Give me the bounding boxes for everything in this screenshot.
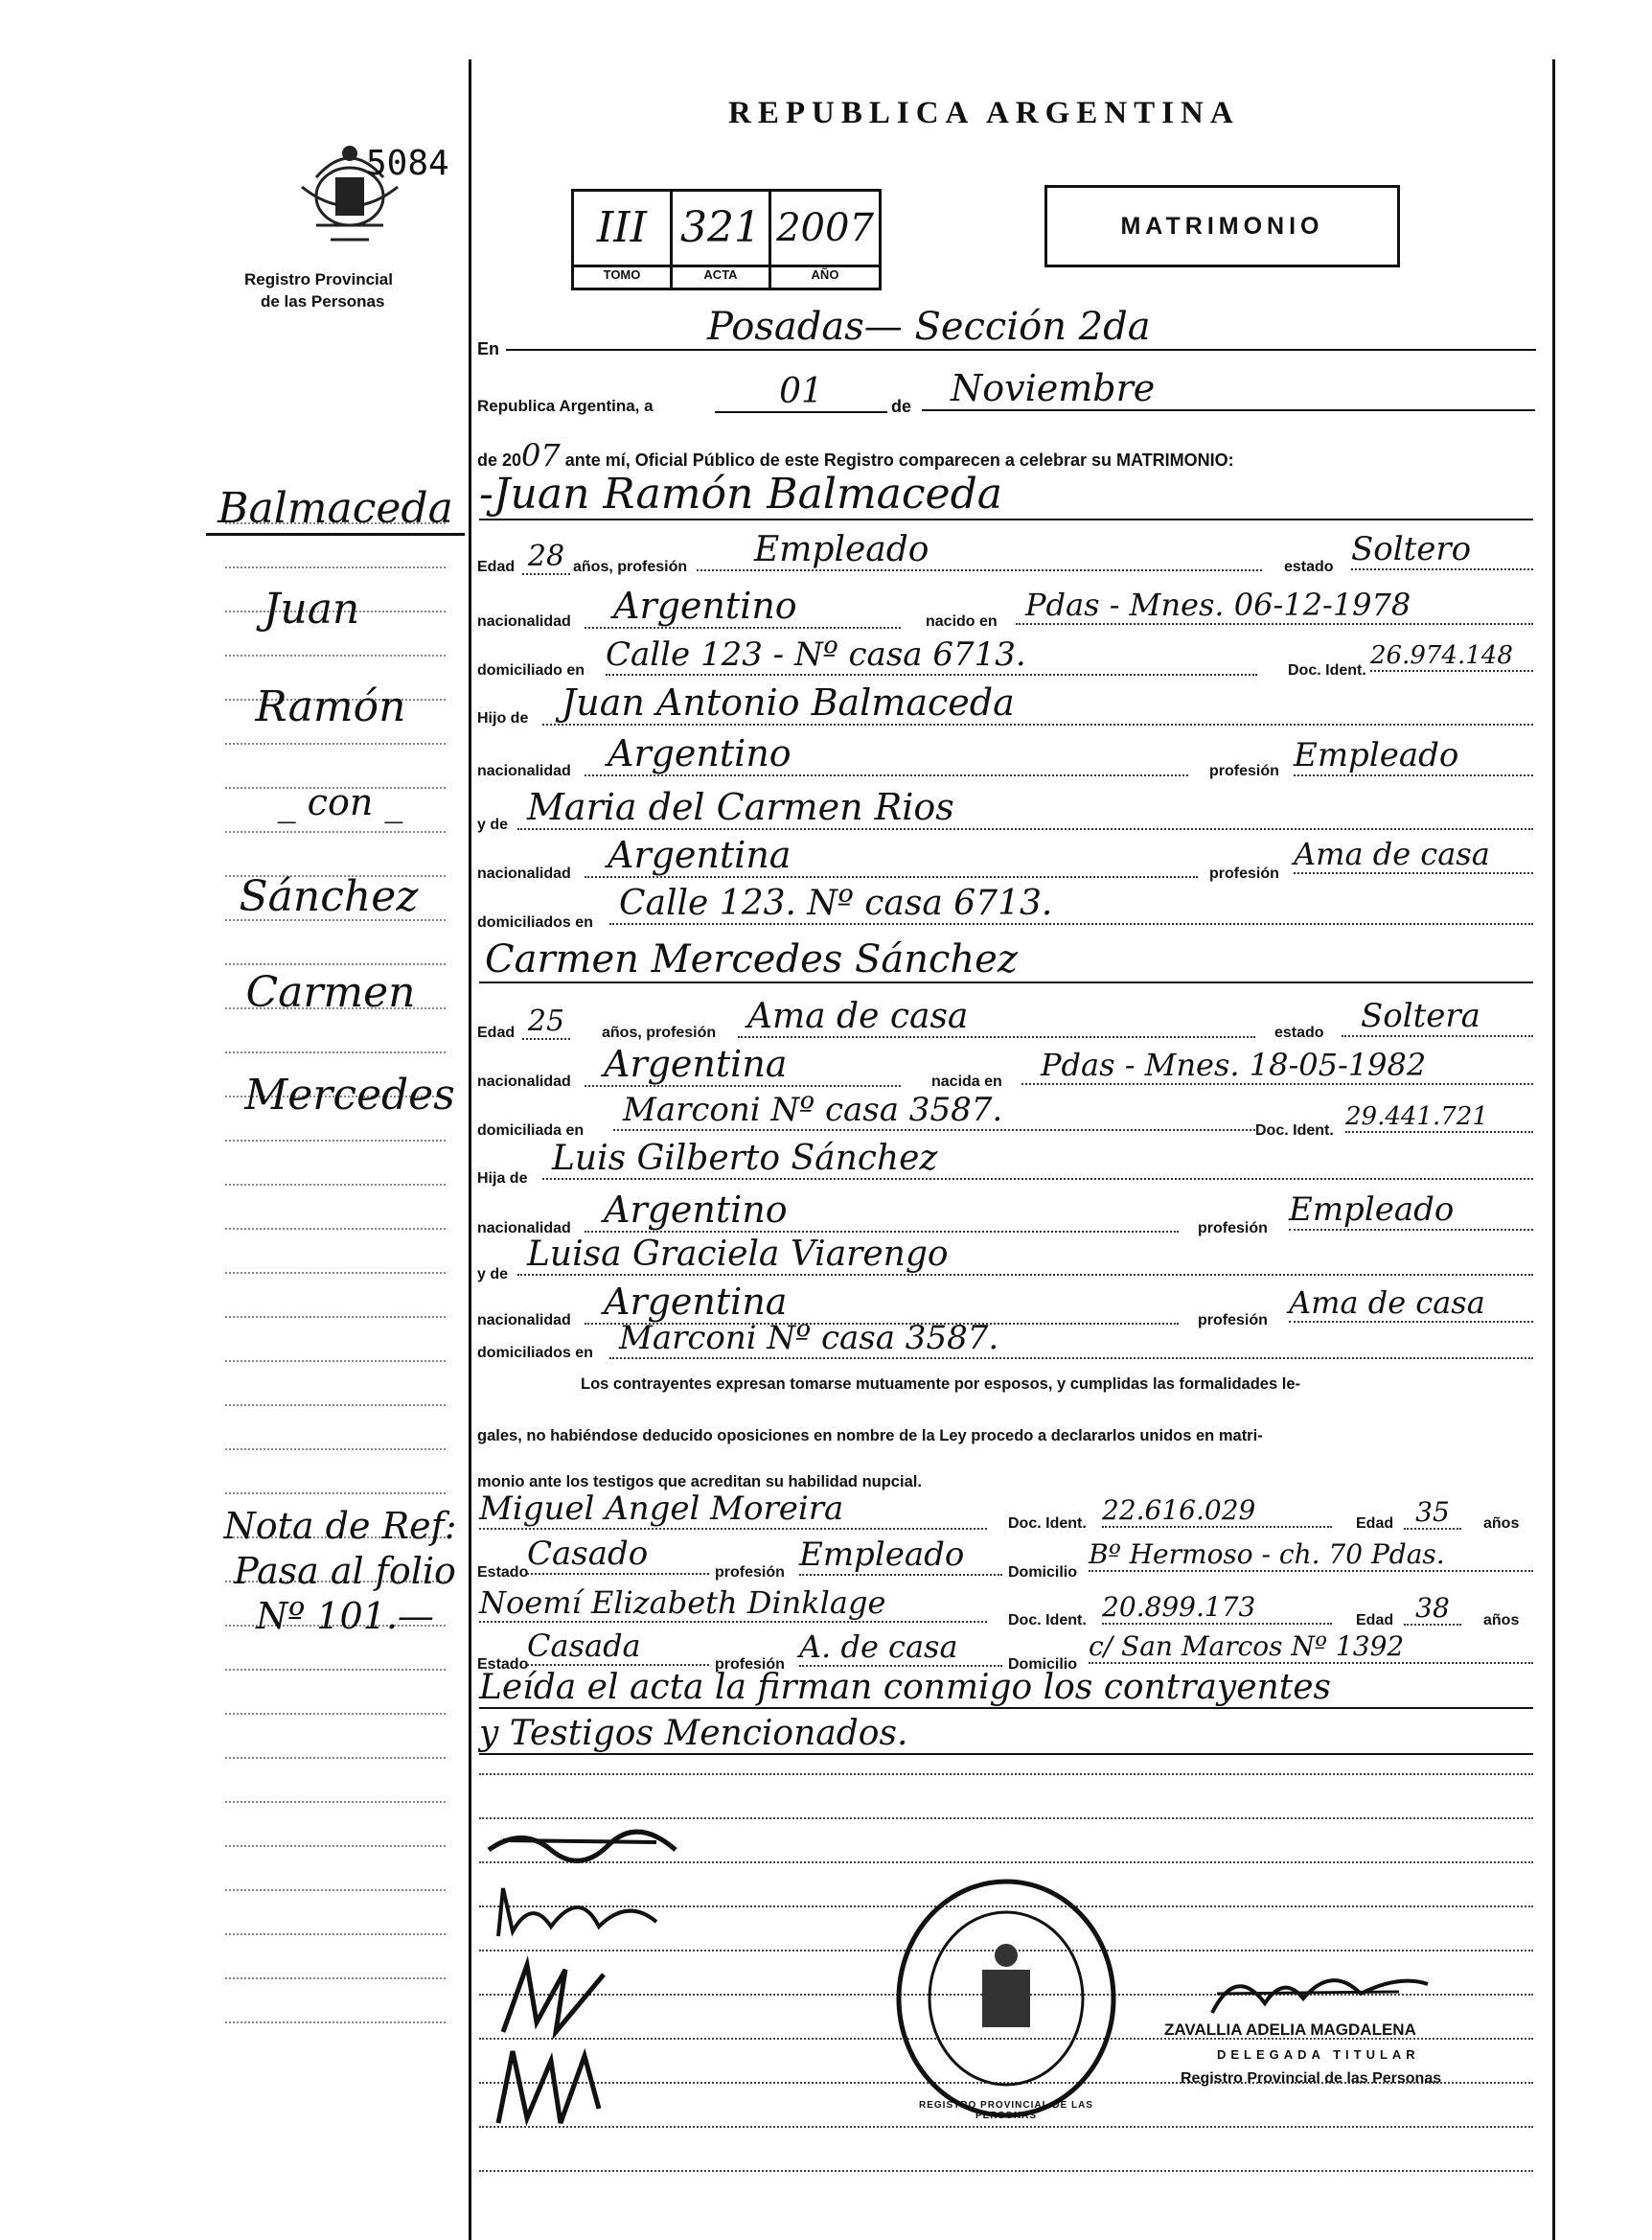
groom-mother-nac-label: nacionalidad: [477, 866, 571, 882]
groom-age: 28: [522, 540, 570, 575]
groom-father-prof-label: profesión: [1209, 763, 1279, 779]
signature-witness1: [498, 1955, 642, 2046]
witness1-profession: Empleado: [799, 1536, 1002, 1576]
registry-name-line2: de las Personas: [261, 292, 385, 311]
signature-bride: [493, 1879, 685, 1951]
declaration-line2: gales, no habiéndose deducido oposiciones en nombre de la Ley procedo a declararlos unidos en matri-: [477, 1427, 1263, 1444]
groom-father-profession: Empleado: [1294, 736, 1533, 776]
witness2-estado-label: Estado: [477, 1656, 529, 1673]
bride-mother-nac-label: nacionalidad: [477, 1312, 571, 1328]
groom-nationality: Argentino: [585, 585, 901, 629]
bride-name: Carmen Mercedes Sánchez: [479, 937, 1533, 983]
intro-prefix: de 20: [477, 450, 522, 470]
witness2-name: Noemí Elizabeth Dinklage: [479, 1584, 987, 1623]
witness1-estado: Casado: [527, 1535, 709, 1575]
page-title: REPUBLICA ARGENTINA: [728, 96, 1240, 130]
witness1-anos-label: años: [1483, 1515, 1520, 1532]
seal-text: REGISTRO PROVINCIAL DE LAS PERSONAS: [919, 2100, 1093, 2121]
margin-first-name-bride: Carmen: [245, 968, 416, 1017]
groom-mother-label: y de: [477, 817, 509, 833]
groom-mother-profession: Ama de casa: [1294, 836, 1533, 874]
groom-nacionalidad-label: nacionalidad: [477, 613, 571, 630]
acta-value: 321: [673, 192, 771, 265]
witness2-age: 38: [1404, 1592, 1461, 1626]
official-title: DELEGADA TITULAR: [1217, 2047, 1420, 2062]
bride-edad-label: Edad: [477, 1025, 516, 1041]
tomo-value: III: [574, 192, 673, 265]
witness2-anos-label: años: [1483, 1612, 1520, 1628]
groom-domicilio-label: domiciliado en: [477, 662, 585, 679]
groom-father-nationality: Argentino: [585, 732, 1188, 776]
groom-nacido-label: nacido en: [926, 613, 998, 630]
bride-anos-label: años, profesión: [602, 1025, 717, 1041]
margin-second-name-groom: Ramón: [255, 682, 406, 731]
act-type: MATRIMONIO: [1120, 212, 1324, 240]
official-name: ZAVALLIA ADELIA MAGDALENA: [1164, 2021, 1416, 2039]
groom-parents-address-label: domiciliados en: [477, 914, 593, 931]
declaration-line1: Los contrayentes expresan tomarse mutuamente por esposos, y cumplidas las formalidades le-: [581, 1375, 1300, 1393]
bride-profession: Ama de casa: [738, 997, 1255, 1038]
acta-label: ACTA: [673, 265, 771, 288]
year-suffix: 07: [521, 437, 561, 473]
groom-edad-label: Edad: [477, 559, 516, 575]
month-value: Noviembre: [922, 367, 1535, 411]
bride-parents-address: Marconi Nº casa 3587.: [609, 1319, 1533, 1359]
witness2-profession: A. de casa: [799, 1628, 1002, 1667]
de-label: de: [891, 397, 912, 416]
signature-witness2: [493, 2042, 637, 2133]
official-signature: [1207, 1955, 1437, 2027]
groom-name: -Juan Ramón Balmaceda: [479, 470, 1533, 520]
bride-father-label: Hija de: [477, 1170, 528, 1187]
margin-rule: [469, 59, 471, 2240]
bride-mother-name: Luisa Graciela Viarengo: [517, 1235, 1533, 1276]
margin-surname-bride: Sánchez: [239, 872, 419, 921]
act-type-box: [1044, 185, 1400, 267]
en-value: Posadas— Sección 2da: [506, 305, 1536, 351]
groom-mother-nationality: Argentina: [585, 834, 1198, 878]
bride-father-prof-label: profesión: [1198, 1220, 1268, 1236]
official-office: Registro Provincial de las Personas: [1181, 2070, 1442, 2087]
margin-note-line1: Nota de Ref:: [223, 1505, 457, 1547]
witness2-address: c/ San Marcos Nº 1392: [1089, 1630, 1533, 1664]
groom-father-nac-label: nacionalidad: [477, 763, 571, 779]
page-stamp: 5084: [366, 144, 449, 183]
groom-parents-address: Calle 123. Nº casa 6713.: [609, 884, 1533, 925]
witness1-edad-label: Edad: [1356, 1515, 1394, 1532]
bride-father-profession: Empleado: [1289, 1190, 1533, 1231]
margin-note-line2: Pasa al folio: [234, 1550, 456, 1592]
groom-anos-label: años, profesión: [573, 559, 688, 575]
closing-line2: y Testigos Mencionados.: [479, 1714, 1533, 1755]
witness1-prof-label: profesión: [715, 1564, 785, 1581]
bride-address: Marconi Nº casa 3587.: [613, 1091, 1255, 1131]
republica-label: Republica Argentina, a: [477, 397, 654, 415]
official-seal: [891, 1874, 1121, 2123]
bride-estado-label: estado: [1274, 1025, 1324, 1041]
intro-text: ante mí, Oficial Público de este Registro comparecen a celebrar su MATRIMONIO:: [564, 450, 1234, 470]
margin-first-name-groom: Juan: [263, 585, 360, 634]
groom-address: Calle 123 - Nº casa 6713.: [606, 635, 1257, 676]
ano-value: 2007: [776, 206, 874, 250]
groom-doc: 26.974.148: [1370, 641, 1533, 672]
bride-nacida-label: nacida en: [931, 1074, 1002, 1090]
bride-domicilio-label: domiciliada en: [477, 1122, 585, 1139]
witness2-estado: Casada: [527, 1628, 709, 1666]
witness1-estado-label: Estado: [477, 1564, 529, 1581]
bride-father-name: Luis Gilberto Sánchez: [542, 1139, 1533, 1180]
groom-birth: Pdas - Mnes. 06-12-1978: [1016, 587, 1533, 625]
groom-father-label: Hijo de: [477, 710, 529, 727]
witness1-doc-label: Doc. Ident.: [1008, 1515, 1087, 1532]
groom-doc-label: Doc. Ident.: [1288, 662, 1366, 679]
registry-name-line1: Registro Provincial: [244, 270, 393, 289]
bride-mother-profession: Ama de casa: [1289, 1284, 1533, 1323]
groom-father-name: Juan Antonio Balmaceda: [542, 681, 1533, 726]
bride-doc: 29.441.721: [1345, 1102, 1533, 1133]
margin-con: _ con _: [277, 781, 403, 823]
bride-father-nac-label: nacionalidad: [477, 1220, 571, 1236]
groom-mother-name: Maria del Carmen Rios: [517, 786, 1533, 830]
bride-age: 25: [522, 1005, 570, 1040]
intro-line: [477, 437, 1234, 473]
ano-label: AÑO: [811, 267, 839, 282]
margin-second-name-bride: Mercedes: [244, 1071, 455, 1120]
margin-note-line3: Nº 101.—: [256, 1595, 434, 1637]
witness1-domicilio-label: Domicilio: [1008, 1564, 1078, 1581]
witness1-name: Miguel Angel Moreira: [479, 1489, 987, 1530]
witness1-doc: 22.616.029: [1102, 1494, 1332, 1528]
en-label: En: [477, 339, 500, 358]
margin-surname-groom: Balmaceda: [206, 484, 465, 536]
bride-mother-nationality: Argentina: [585, 1281, 1179, 1325]
groom-estado: Soltero: [1351, 530, 1533, 570]
groom-estado-label: estado: [1284, 559, 1334, 575]
bride-birth: Pdas - Mnes. 18-05-1982: [1021, 1047, 1533, 1085]
closing-line1: Leída el acta la firman conmigo los contrayentes: [479, 1668, 1533, 1709]
witness2-prof-label: profesión: [715, 1656, 785, 1673]
bride-estado: Soltera: [1342, 997, 1533, 1037]
witness2-doc: 20.899.173: [1102, 1591, 1332, 1625]
margin-ticks: [225, 522, 446, 2066]
registry-logo: [278, 120, 422, 273]
witness2-domicilio-label: Domicilio: [1008, 1656, 1078, 1673]
witness2-doc-label: Doc. Ident.: [1008, 1612, 1087, 1628]
bride-parents-address-label: domiciliados en: [477, 1345, 593, 1361]
bride-mother-label: y de: [477, 1266, 509, 1282]
act-number-box: [571, 189, 880, 292]
witness1-age: 35: [1404, 1496, 1461, 1530]
bride-doc-label: Doc. Ident.: [1255, 1122, 1334, 1139]
groom-profession: Empleado: [697, 530, 1262, 571]
bride-mother-prof-label: profesión: [1198, 1312, 1268, 1328]
declaration-line3: monio ante los testigos que acreditan su habilidad nupcial.: [477, 1473, 922, 1490]
right-rule: [1552, 59, 1555, 2240]
bride-nac-label: nacionalidad: [477, 1074, 571, 1090]
groom-mother-prof-label: profesión: [1209, 866, 1279, 882]
bride-father-nationality: Argentino: [585, 1189, 1179, 1233]
signature-groom: [484, 1821, 695, 1874]
tomo-label: TOMO: [574, 265, 673, 288]
day-value: 01: [715, 372, 887, 413]
bride-nationality: Argentina: [585, 1043, 901, 1087]
witness2-edad-label: Edad: [1356, 1612, 1394, 1628]
witness1-address: Bº Hermoso - ch. 70 Pdas.: [1089, 1538, 1533, 1572]
